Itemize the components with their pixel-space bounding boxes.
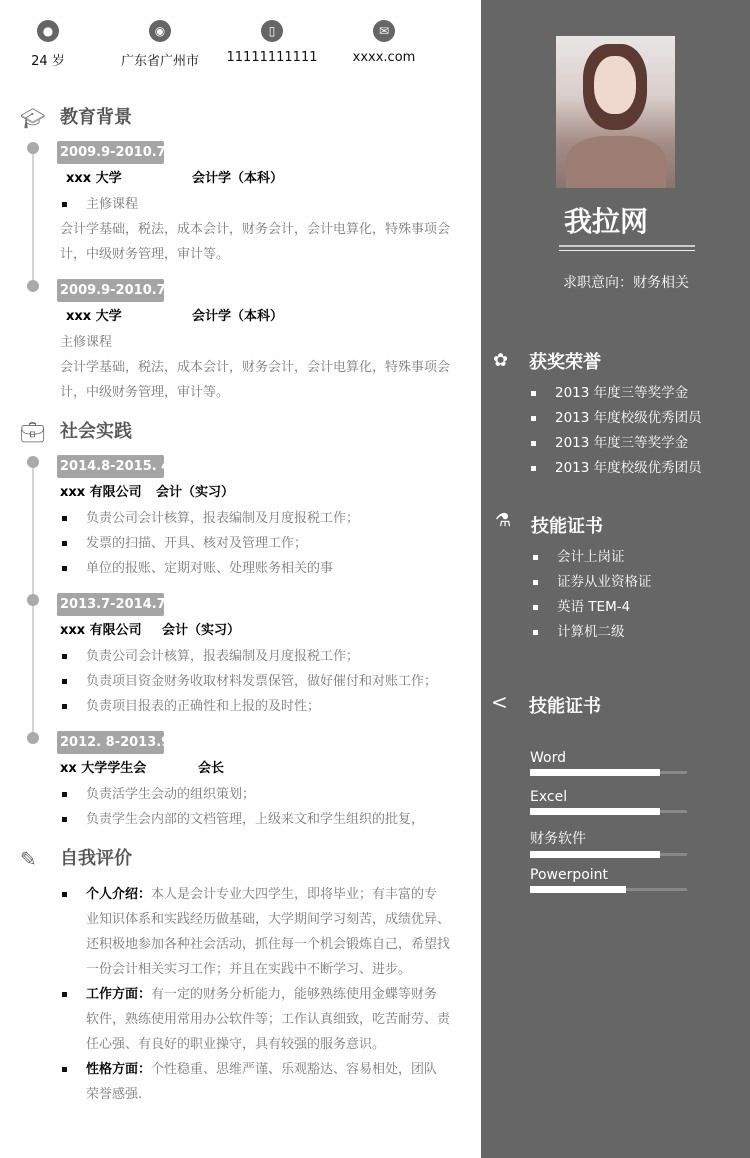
role: 会长 <box>198 761 225 776</box>
school-name: xxx 大学 <box>66 171 122 186</box>
org-name: xxx 有限公司 <box>60 485 142 500</box>
item-label: 个人介绍： <box>86 887 152 902</box>
duty-list <box>60 506 451 581</box>
skill-item <box>530 828 687 867</box>
divider <box>559 250 695 251</box>
self-eval-list <box>60 882 450 1107</box>
education-heading: 教育背景 <box>60 107 132 128</box>
timeline-dot <box>27 142 39 154</box>
list-item <box>60 1057 450 1107</box>
list-item: 发票的扫描、开具、核对及管理工作； <box>60 531 451 556</box>
phone-icon: ▯ <box>261 20 283 42</box>
list-item: 负责公司会计核算，报表编制及月度报税工作； <box>60 644 451 669</box>
contact-email <box>328 20 440 105</box>
location-icon: ◉ <box>149 20 171 42</box>
edit-icon: ✎ <box>20 847 37 871</box>
self-eval-heading: 自我评价 <box>60 848 132 869</box>
timeline-dot <box>27 456 39 468</box>
role: 会计（实习） <box>156 485 235 500</box>
contact-row <box>0 0 481 105</box>
flask-icon: ⚗︎ <box>495 510 512 531</box>
list-item: 负责学生会内部的文档管理，上级来文和学生组织的批复， <box>60 807 451 832</box>
phone-text: 11111111111 <box>226 50 318 65</box>
list-item: 负责项目报表的正确性和上报的及时性； <box>60 694 451 719</box>
list-item: 负责公司会计核算，报表编制及月度报税工作； <box>60 506 451 531</box>
contact-age <box>0 20 104 105</box>
share-icon: < <box>491 690 508 714</box>
list-item: 单位的报账、定期对账、处理账务相关的事 <box>60 556 451 581</box>
course-list <box>60 192 451 217</box>
contact-phone <box>216 20 328 105</box>
divider <box>559 245 695 247</box>
job-intent: 求职意向：财务相关 <box>563 275 689 291</box>
skill-name: 财务软件 <box>530 831 586 847</box>
practice-entry <box>0 455 481 581</box>
skill-name: Word <box>530 750 566 766</box>
item-text: 个性稳重、思维严谨、乐观豁达、容易相处，团队荣誉感强. <box>86 1062 438 1102</box>
timeline-line <box>32 600 34 738</box>
skill-fill <box>530 851 660 858</box>
age-text: 24 岁 <box>31 54 65 69</box>
list-item: 2013 年度三等奖学金 <box>529 381 744 406</box>
list-item: 证券从业资格证 <box>531 570 746 595</box>
major: 会计学（本科） <box>192 309 284 324</box>
skill-item <box>530 789 687 828</box>
date-badge: 2013.7-2014.7 <box>57 593 164 616</box>
education-entry <box>0 141 481 267</box>
candidate-name: 我拉网 <box>564 205 649 238</box>
skill-track <box>530 888 687 891</box>
graduation-cap-icon: 🎓︎ <box>20 106 46 130</box>
item-text: 本人是会计专业大四学生，即将毕业；有丰富的专业知识体系和实践经历做基础，大学期间学习刻苦，成绩优异、还积极地参加各种社会活动，抓住每一个机会锻炼自己，希望找一份会计相关实习工作；并且在实践中不断学习、进步。 <box>86 887 451 977</box>
list-item: 计算机二级 <box>531 620 746 645</box>
duty-list <box>60 644 451 719</box>
awards-heading: 获奖荣誉 <box>529 352 601 373</box>
course-label: 主修课程 <box>60 335 113 350</box>
list-item: 英语 TEM-4 <box>531 595 746 620</box>
list-item: 主修课程 <box>60 192 451 217</box>
date-badge: 2014.8-2015. 4 <box>57 455 164 478</box>
org-name: xxx 有限公司 <box>60 623 142 638</box>
timeline-dot <box>27 594 39 606</box>
practice-entry <box>0 593 481 719</box>
profile-photo <box>556 36 675 188</box>
major: 会计学（本科） <box>192 171 284 186</box>
education-header <box>0 105 481 135</box>
practice-header <box>0 419 481 449</box>
school-name: xxx 大学 <box>66 309 122 324</box>
timeline-dot <box>27 280 39 292</box>
item-label: 性格方面： <box>86 1062 152 1077</box>
duty-list <box>60 782 451 832</box>
courses-text: 会计学基础，税法，成本会计，财务会计，会计电算化，特殊事项会计，中级财务管理，审计等。 <box>60 360 451 400</box>
skill-fill <box>530 886 626 893</box>
skill-fill <box>530 769 660 776</box>
item-text: 有一定的财务分析能力，能够熟练使用金蝶等财务软件，熟练使用常用办公软件等；工作认真细致，吃苦耐劳、责任心强、有良好的职业操守，具有较强的服务意识。 <box>86 987 451 1052</box>
skill-name: Powerpoint <box>530 867 609 883</box>
skill-fill <box>530 808 660 815</box>
award-icon: ✿ <box>493 350 509 371</box>
practice-entry <box>0 731 481 832</box>
list-item: 会计上岗证 <box>531 545 746 570</box>
date-badge: 2012. 8-2013.9 <box>57 731 164 754</box>
list-item: 2013 年度三等奖学金 <box>529 431 744 456</box>
certs-list <box>531 545 746 645</box>
user-icon: ● <box>37 20 59 42</box>
education-entry <box>0 279 481 405</box>
courses-text: 会计学基础，税法，成本会计，财务会计，会计电算化，特殊事项会计，中级财务管理，审计等。 <box>60 222 451 262</box>
org-name: xx 大学学生会 <box>60 761 147 776</box>
skills-bars <box>530 750 687 906</box>
timeline-line <box>32 148 34 286</box>
list-item: 2013 年度校级优秀团员 <box>529 406 744 431</box>
certs-heading: 技能证书 <box>531 516 603 537</box>
timeline-line <box>32 462 34 600</box>
location-text: 广东省广州市 <box>120 54 199 69</box>
practice-timeline <box>0 455 481 832</box>
date-badge: 2009.9-2010.7 <box>57 141 164 164</box>
list-item: 2013 年度校级优秀团员 <box>529 456 744 481</box>
item-label: 工作方面： <box>86 987 152 1002</box>
list-item <box>60 882 450 982</box>
skill-track <box>530 853 687 856</box>
awards-list <box>529 381 744 481</box>
skill-track <box>530 771 687 774</box>
list-item <box>60 982 450 1057</box>
timeline-dot <box>27 732 39 744</box>
list-item: 负责活学生会动的组织策划； <box>60 782 451 807</box>
skill-item <box>530 750 687 789</box>
education-timeline <box>0 141 481 405</box>
list-item: 负责项目资金财务收取材料发票保管，做好催付和对账工作； <box>60 669 451 694</box>
skill-track <box>530 810 687 813</box>
briefcase-icon: 💼︎ <box>20 420 46 444</box>
skill-name: Excel <box>530 789 568 805</box>
sidebar <box>481 0 750 1158</box>
skill-item <box>530 867 687 906</box>
skills-heading: 技能证书 <box>529 696 601 717</box>
date-badge: 2009.9-2010.7 <box>57 279 164 302</box>
self-eval-header <box>0 846 481 876</box>
contact-location <box>104 20 216 105</box>
practice-heading: 社会实践 <box>60 421 132 442</box>
email-text: xxxx.com <box>352 50 416 65</box>
role: 会计（实习） <box>162 623 241 638</box>
email-icon: ✉ <box>373 20 395 42</box>
